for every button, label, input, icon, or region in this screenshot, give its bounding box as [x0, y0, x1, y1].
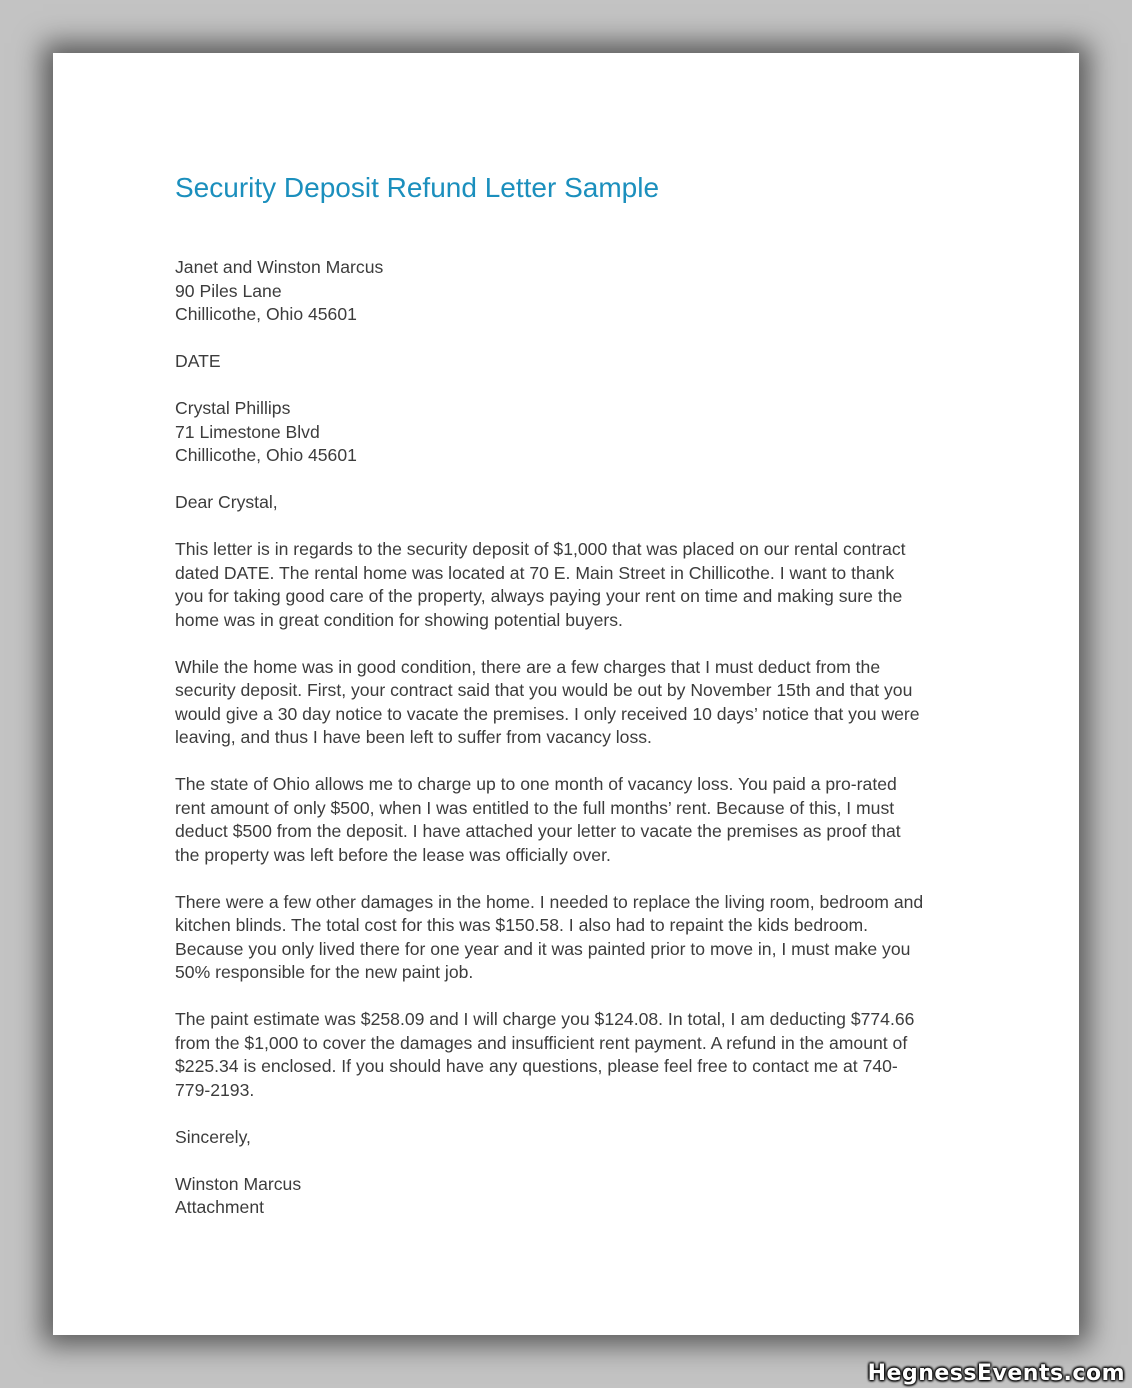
paragraph-line: leaving, and thus I have been left to suffer from vacancy loss. — [175, 727, 652, 747]
recipient-name: Crystal Phillips — [175, 398, 291, 418]
paragraph-2 — [175, 656, 975, 750]
sender-address — [175, 256, 975, 327]
salutation — [175, 491, 975, 515]
sender-city: Chillicothe, Ohio 45601 — [175, 304, 357, 324]
recipient-address — [175, 397, 975, 468]
paragraph-line: $225.34 is enclosed. If you should have any questions, please feel free to contact me at 740- — [175, 1056, 898, 1076]
paragraph-line: home was in great condition for showing potential buyers. — [175, 609, 623, 630]
paragraph-line: deduct $500 from the deposit. I have attached your letter to vacate the premises as proof that — [175, 821, 901, 841]
recipient-city: Chillicothe, Ohio 45601 — [175, 445, 357, 465]
paragraph-line: rent amount of only $500, when I was entitled to the full months’ rent. Because of this, I must — [175, 797, 895, 818]
letter-content — [175, 168, 975, 1243]
paragraph-5 — [175, 1008, 975, 1102]
sender-street: 90 Piles Lane — [175, 280, 282, 301]
salutation-text: Dear Crystal, — [175, 492, 278, 512]
closing-text: Sincerely, — [175, 1126, 251, 1147]
paragraph-line: There were a few other damages in the home. I needed to replace the living room, bedroom and — [175, 891, 924, 912]
paragraph-line: 779-2193. — [175, 1079, 255, 1100]
paragraph-line: would give a 30 day notice to vacate the premises. I only received 10 days’ notice that you were — [175, 703, 920, 724]
paragraph-line: The paint estimate was $258.09 and I will charge you $124.08. In total, I am deducting $774.66 — [175, 1009, 915, 1029]
paragraph-1 — [175, 538, 975, 632]
signature-name: Winston Marcus — [175, 1173, 302, 1194]
paragraph-line: security deposit. First, your contract said that you would be out by November 15th and that you — [175, 680, 913, 700]
paragraph-3 — [175, 773, 975, 867]
paragraph-line: the property was left before the lease was officially over. — [175, 844, 611, 865]
closing — [175, 1126, 975, 1150]
signature-block — [175, 1173, 975, 1220]
paragraph-line: dated DATE. The rental home was located at 70 E. Main Street in Chillicothe. I want to thank — [175, 562, 895, 583]
paragraph-line: While the home was in good condition, there are a few charges that I must deduct from the — [175, 656, 881, 677]
letter-date — [175, 350, 975, 374]
paragraph-line: from the $1,000 to cover the damages and insufficient rent payment. A refund in the amount of — [175, 1032, 908, 1053]
enclosure-note: Attachment — [175, 1197, 264, 1217]
site-watermark: HegnessEvents.com — [867, 1361, 1125, 1386]
paragraph-line: kitchen blinds. The total cost for this was $150.58. I also had to repaint the kids bedroom. — [175, 915, 869, 935]
paragraph-4 — [175, 891, 975, 985]
recipient-street: 71 Limestone Blvd — [175, 421, 320, 442]
date-text: DATE — [175, 351, 221, 371]
paragraph-line: you for taking good care of the property, always paying your rent on time and making sure the — [175, 586, 903, 606]
paragraph-line: The state of Ohio allows me to charge up to one month of vacancy loss. You paid a pro-rated — [175, 774, 897, 794]
paragraph-line: This letter is in regards to the security deposit of $1,000 that was placed on our rental contract — [175, 539, 906, 559]
paragraph-line: 50% responsible for the new paint job. — [175, 962, 474, 982]
sender-name: Janet and Winston Marcus — [175, 257, 384, 277]
paragraph-line: Because you only lived there for one year and it was painted prior to move in, I must make you — [175, 938, 911, 959]
letter-title: Security Deposit Refund Letter Sample — [175, 172, 660, 203]
letter-page — [53, 53, 1079, 1335]
